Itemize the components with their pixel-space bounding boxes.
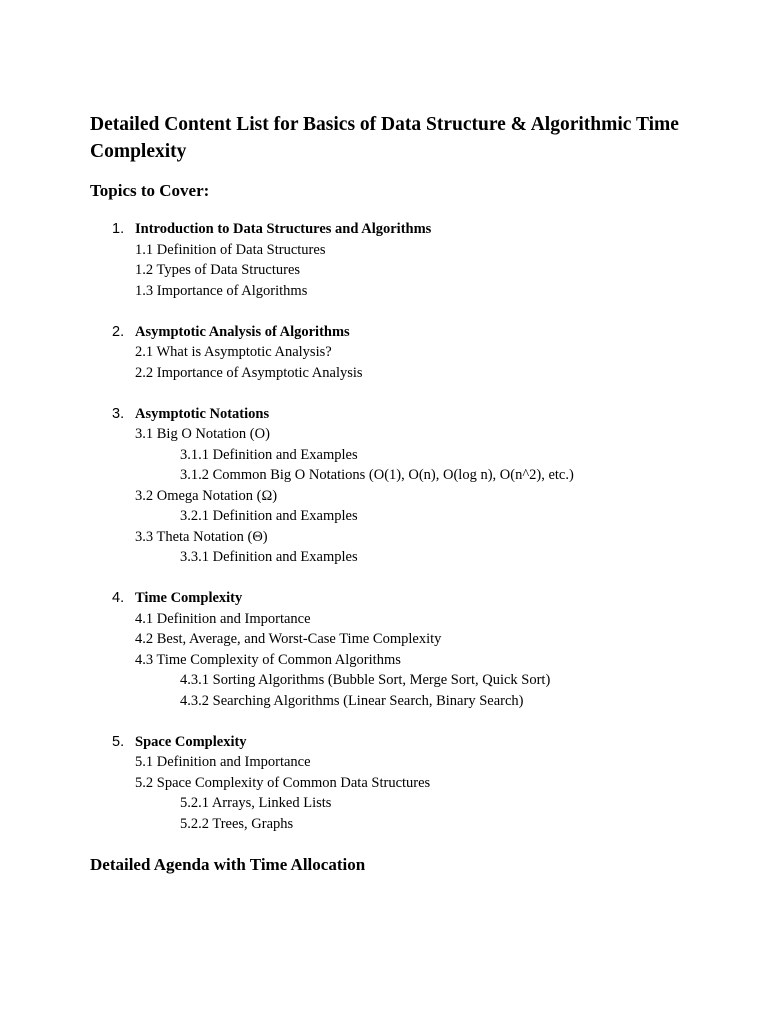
subtopic-item: 3.2 Omega Notation (Ω) <box>135 487 278 504</box>
subtopic-item: 3.1.2 Common Big O Notations (O(1), O(n), O(log n), O(n^2), etc.) <box>180 467 574 483</box>
subtopic-item: 4.3 Time Complexity of Common Algorithms <box>135 651 401 668</box>
agenda-heading: Detailed Agenda with Time Allocation <box>90 855 366 874</box>
subtopic-item: 4.2 Best, Average, and Worst-Case Time Complexity <box>135 631 442 647</box>
subtopic-item: 5.2.2 Trees, Graphs <box>180 815 294 832</box>
topic-title: Space Complexity <box>135 733 247 750</box>
subtopic-item: 4.1 Definition and Importance <box>135 610 311 627</box>
topic-number: 3. <box>112 405 125 422</box>
subtopic-item: 5.2.1 Arrays, Linked Lists <box>180 795 332 811</box>
subtopic-item: 1.3 Importance of Algorithms <box>135 282 308 299</box>
subtopic-item: 3.3 Theta Notation (Θ) <box>135 528 268 545</box>
topic-4 <box>0 588 768 711</box>
topic-1 <box>0 219 768 301</box>
topic-2 <box>0 322 768 384</box>
document-title: Detailed Content List for Basics of Data Structure & Algorithmic Time Complexity <box>90 114 679 162</box>
topic-title: Asymptotic Notations <box>135 405 270 422</box>
subtopic-item: 3.3.1 Definition and Examples <box>180 549 358 565</box>
subtopic-item: 2.1 What is Asymptotic Analysis? <box>135 344 332 360</box>
subtopic-item: 1.1 Definition of Data Structures <box>135 241 326 258</box>
subtopic-item: 2.2 Importance of Asymptotic Analysis <box>135 364 363 381</box>
topic-number: 5. <box>112 733 125 750</box>
topic-5 <box>0 732 768 835</box>
subtopic-item: 3.1 Big O Notation (O) <box>135 426 270 442</box>
subtopic-item: 3.1.1 Definition and Examples <box>180 446 358 463</box>
subtopic-item: 5.1 Definition and Importance <box>135 754 311 770</box>
topics-heading: Topics to Cover: <box>90 181 210 200</box>
subtopic-item: 1.2 Types of Data Structures <box>135 262 301 278</box>
subtopic-item: 4.3.1 Sorting Algorithms (Bubble Sort, Merge Sort, Quick Sort) <box>180 672 551 688</box>
topic-number: 4. <box>112 590 125 606</box>
topic-title: Time Complexity <box>135 590 243 606</box>
topic-title: Asymptotic Analysis of Algorithms <box>135 323 350 340</box>
subtopic-item: 4.3.2 Searching Algorithms (Linear Search, Binary Search) <box>180 692 524 709</box>
subtopic-item: 3.2.1 Definition and Examples <box>180 508 358 524</box>
topic-list <box>0 219 768 855</box>
topic-number: 2. <box>112 323 125 340</box>
topic-number: 1. <box>112 221 125 237</box>
topic-3 <box>0 404 768 568</box>
subtopic-item: 5.2 Space Complexity of Common Data Structures <box>135 774 431 791</box>
topic-title: Introduction to Data Structures and Algorithms <box>135 221 432 237</box>
